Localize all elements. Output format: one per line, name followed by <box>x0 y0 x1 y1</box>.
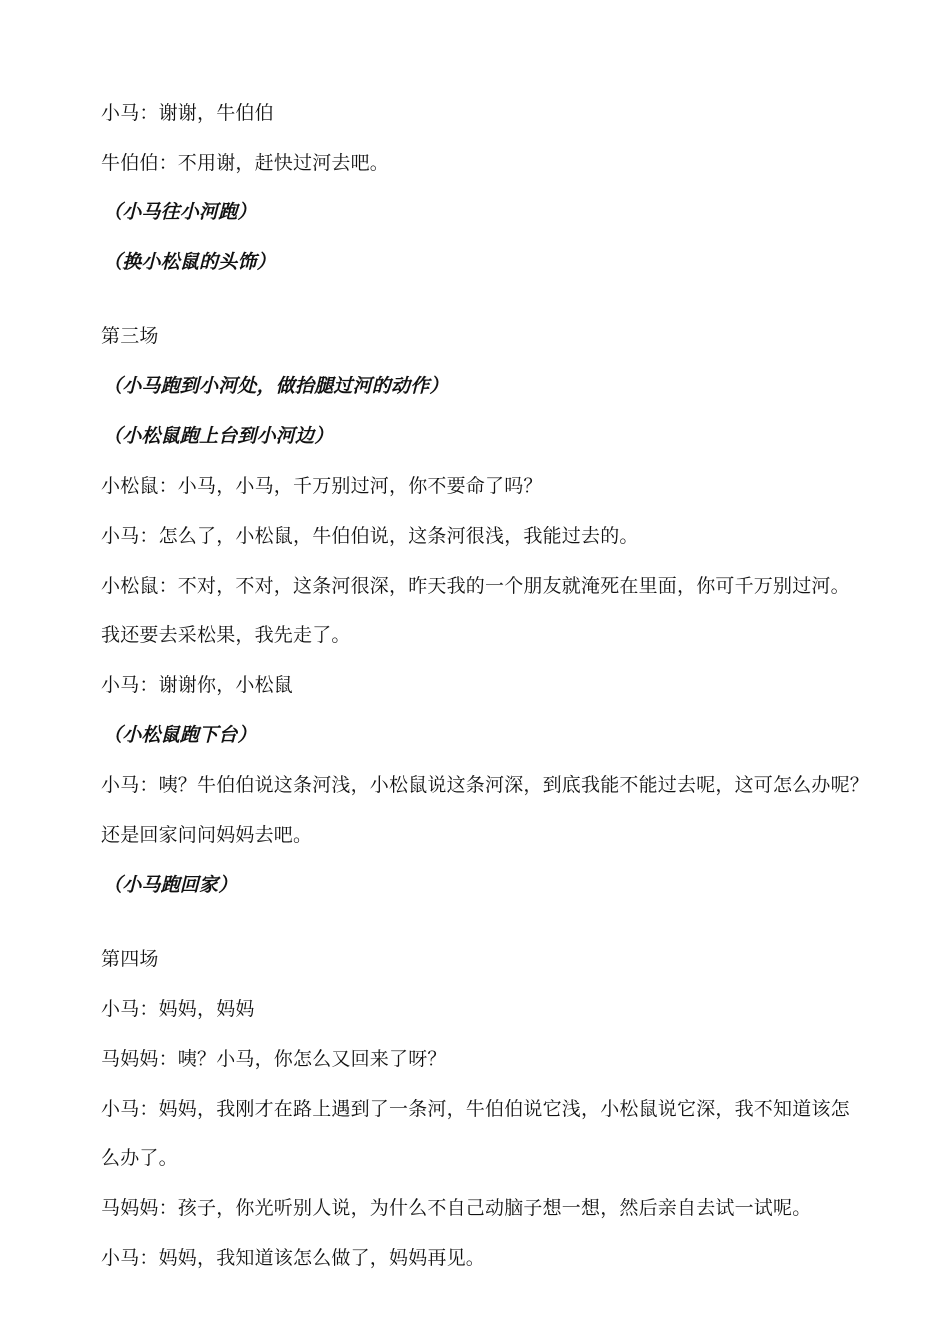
stage-direction: （小马跑回家） <box>103 874 238 896</box>
stage-direction: （换小松鼠的头饰） <box>103 251 276 273</box>
dialogue-line: 小松鼠：不对，不对，这条河很深，昨天我的一个朋友就淹死在里面，你可千万别过河。 <box>101 575 850 597</box>
dialogue-line: 么办了。 <box>101 1147 178 1169</box>
dialogue-line: 还是回家问问妈妈去吧。 <box>101 824 313 846</box>
dialogue-line: 小马：妈妈，我刚才在路上遇到了一条河，牛伯伯说它浅，小松鼠说它深，我不知道该怎 <box>101 1098 850 1120</box>
dialogue-line: 小马：妈妈，妈妈 <box>101 998 255 1020</box>
dialogue-line: 马妈妈：咦？小马，你怎么又回来了呀？ <box>101 1048 447 1070</box>
dialogue-line: 小马：妈妈，我知道该怎么做了，妈妈再见。 <box>101 1247 486 1269</box>
dialogue-line: 小马：谢谢，牛伯伯 <box>101 102 274 124</box>
dialogue-line: 我还要去采松果，我先走了。 <box>101 624 351 646</box>
dialogue-line: 小马：怎么了，小松鼠，牛伯伯说，这条河很浅，我能过去的。 <box>101 525 639 547</box>
dialogue-line: 小松鼠：小马，小马，千万别过河，你不要命了吗？ <box>101 475 543 497</box>
stage-direction: （小松鼠跑上台到小河边） <box>103 425 334 447</box>
dialogue-line: 小马：谢谢你，小松鼠 <box>101 674 294 696</box>
stage-direction: （小马跑到小河处，做抬腿过河的动作） <box>103 375 449 397</box>
dialogue-line: 小马：咦？牛伯伯说这条河浅，小松鼠说这条河深，到底我能不能过去呢，这可怎么办呢？ <box>101 774 870 796</box>
stage-direction: （小马往小河跑） <box>103 201 257 223</box>
dialogue-line: 牛伯伯：不用谢，赶快过河去吧。 <box>101 152 390 174</box>
scene-heading: 第四场 <box>101 948 159 970</box>
stage-direction: （小松鼠跑下台） <box>103 724 257 746</box>
dialogue-line: 马妈妈：孩子，你光听别人说，为什么不自己动脑子想一想，然后亲自去试一试呢。 <box>101 1197 812 1219</box>
scene-heading: 第三场 <box>101 325 159 347</box>
